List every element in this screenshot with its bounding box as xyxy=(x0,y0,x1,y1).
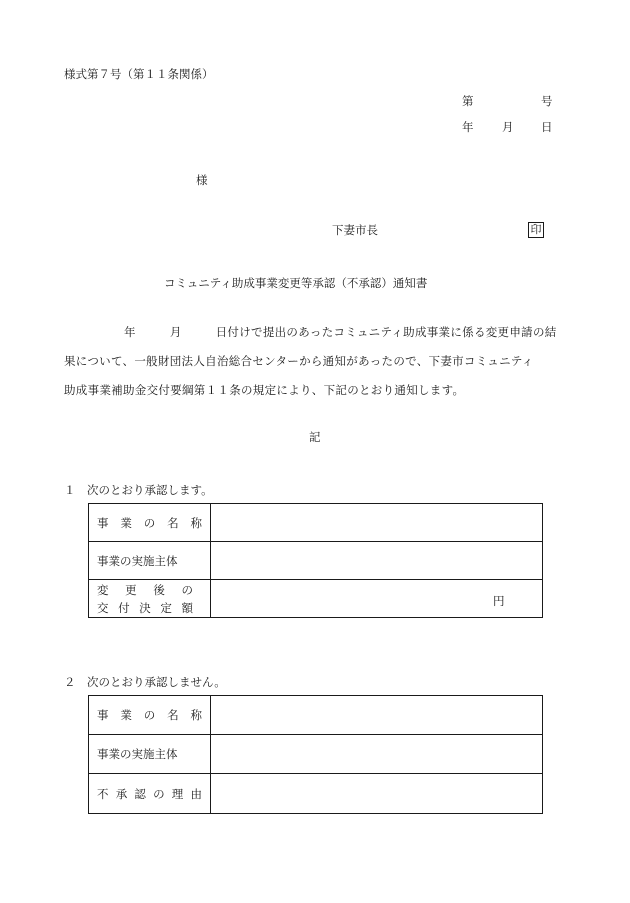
rejection-reason-value[interactable] xyxy=(211,774,543,814)
seal-stamp: 印 xyxy=(528,222,544,238)
label-char: 付 xyxy=(118,600,130,615)
label-char: 定 xyxy=(160,600,172,615)
project-name-value[interactable] xyxy=(211,696,543,735)
section1-heading: １ 次のとおり承認します。 xyxy=(64,483,213,497)
label-char: 称 xyxy=(190,515,202,530)
label-char: の xyxy=(153,786,165,801)
sender-name: 下妻市長 xyxy=(332,223,378,237)
rejection-reason-label xyxy=(89,774,211,814)
label-char: 理 xyxy=(171,786,184,801)
yen-unit: 円 xyxy=(493,594,505,608)
addressee-honorific: 様 xyxy=(196,173,208,187)
label-char: 名 xyxy=(167,515,179,530)
label-char: 変 xyxy=(97,582,109,597)
table-row xyxy=(89,774,543,814)
ki-marker: 記 xyxy=(309,430,321,444)
label-char: 決 xyxy=(139,600,151,615)
label-char: 不 xyxy=(97,786,109,801)
doc-number-suffix: 号 xyxy=(541,94,553,108)
body-paragraph xyxy=(64,318,574,405)
implementing-body-value[interactable] xyxy=(211,735,543,774)
implementing-body-value[interactable] xyxy=(211,542,543,580)
label-char: 事 xyxy=(97,515,109,530)
label-char: の xyxy=(143,708,156,722)
project-name-value[interactable] xyxy=(211,504,543,542)
date-year-label: 年 xyxy=(462,120,474,134)
revised-grant-amount-label xyxy=(89,580,211,618)
body-year-label: 年 xyxy=(124,325,136,339)
body-line-2: 果について、一般財団法人自治総合センターから通知があったので、下妻市コミュニティ xyxy=(64,354,534,368)
label-char: 交 xyxy=(97,600,109,615)
date-month-label: 月 xyxy=(502,120,514,134)
label-char: 業 xyxy=(120,515,132,530)
date-day-label: 日 xyxy=(541,120,553,134)
document-title: コミュニティ助成事業変更等承認（不承認）通知書 xyxy=(164,276,428,290)
form-number: 様式第７号（第１１条関係） xyxy=(64,67,214,81)
label-char: 由 xyxy=(190,786,202,801)
implementing-body-label: 事業の実施主体 xyxy=(89,735,211,774)
label-char: 認 xyxy=(134,786,146,801)
label-char: 業 xyxy=(120,708,132,722)
revised-grant-amount-value[interactable] xyxy=(211,580,543,618)
implementing-body-label: 事業の実施主体 xyxy=(89,542,211,580)
table-row xyxy=(89,580,543,618)
table-row xyxy=(89,696,543,735)
approval-table xyxy=(88,503,543,618)
project-name-label xyxy=(89,696,211,735)
label-char: 更 xyxy=(125,582,137,597)
label-char: 事 xyxy=(97,708,109,722)
table-row xyxy=(89,542,543,580)
section2-heading: ２ 次のとおり承認しません。 xyxy=(64,675,226,689)
project-name-label xyxy=(89,504,211,542)
label-char: 後 xyxy=(153,582,165,597)
label-char: 額 xyxy=(181,600,193,615)
label-char: 名 xyxy=(167,708,179,722)
body-line-1-text: 日付けで提出のあったコミュニティ助成事業に係る変更申請の結 xyxy=(215,325,557,339)
table-row xyxy=(89,504,543,542)
body-line-1 xyxy=(64,318,574,347)
body-month-label: 月 xyxy=(169,325,182,339)
doc-number-prefix: 第 xyxy=(462,94,474,108)
rejection-table xyxy=(88,695,543,814)
label-char: の xyxy=(181,582,193,597)
table-row xyxy=(89,735,543,774)
label-char: 称 xyxy=(190,708,202,722)
label-char: 承 xyxy=(115,786,128,801)
label-char: の xyxy=(143,515,156,530)
body-line-3: 助成事業補助金交付要綱第１１条の規定により、下記のとおり通知します。 xyxy=(64,383,465,397)
